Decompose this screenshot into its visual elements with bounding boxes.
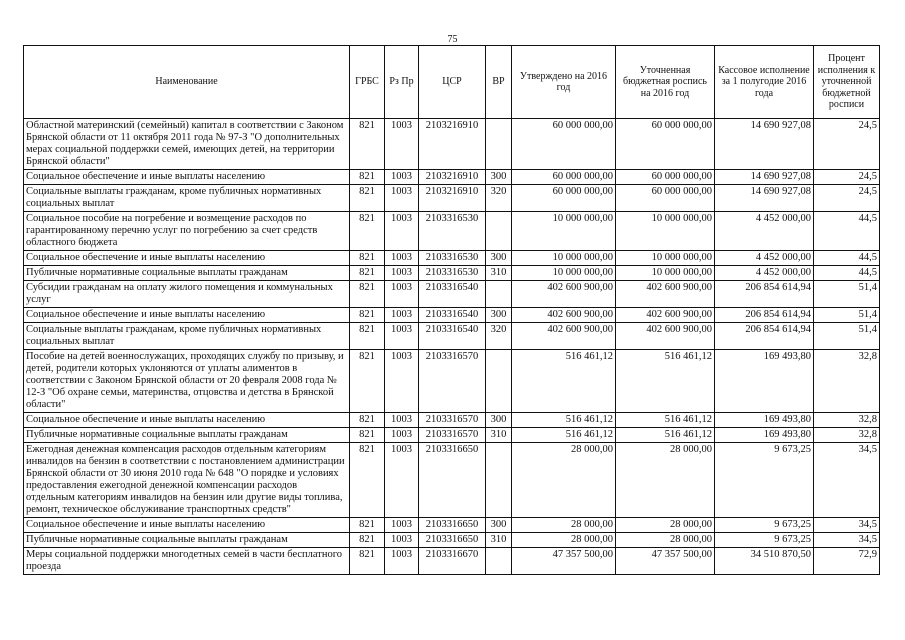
row-grbs-cell: 821 <box>350 308 385 323</box>
row-percent-cell: 72,9 <box>814 548 880 575</box>
row-percent-cell: 44,5 <box>814 251 880 266</box>
row-rzpr-cell: 1003 <box>385 428 419 443</box>
row-refined-cell: 47 357 500,00 <box>616 548 715 575</box>
row-csr-cell: 2103316650 <box>419 518 486 533</box>
row-refined-cell: 60 000 000,00 <box>616 185 715 212</box>
row-cash-cell: 4 452 000,00 <box>715 212 814 251</box>
row-approved-cell: 10 000 000,00 <box>512 266 616 281</box>
row-vr-cell <box>486 212 512 251</box>
row-cash-cell: 14 690 927,08 <box>715 185 814 212</box>
row-percent-cell: 32,8 <box>814 413 880 428</box>
row-percent-cell: 34,5 <box>814 533 880 548</box>
row-vr-cell: 300 <box>486 251 512 266</box>
row-refined-cell: 60 000 000,00 <box>616 170 715 185</box>
row-percent-cell: 34,5 <box>814 518 880 533</box>
row-rzpr-cell: 1003 <box>385 443 419 518</box>
col-header-approved: Утверждено на 2016 год <box>512 46 616 119</box>
row-csr-cell: 2103316540 <box>419 323 486 350</box>
row-vr-cell <box>486 119 512 170</box>
row-approved-cell: 402 600 900,00 <box>512 281 616 308</box>
row-approved-cell: 516 461,12 <box>512 413 616 428</box>
row-cash-cell: 4 452 000,00 <box>715 266 814 281</box>
row-grbs-cell: 821 <box>350 428 385 443</box>
row-vr-cell <box>486 350 512 413</box>
row-rzpr-cell: 1003 <box>385 251 419 266</box>
row-csr-cell: 2103316670 <box>419 548 486 575</box>
row-csr-cell: 2103316530 <box>419 251 486 266</box>
row-rzpr-cell: 1003 <box>385 548 419 575</box>
row-grbs-cell: 821 <box>350 443 385 518</box>
col-header-rzpr: Рз Пр <box>385 46 419 119</box>
row-cash-cell: 14 690 927,08 <box>715 119 814 170</box>
row-refined-cell: 402 600 900,00 <box>616 323 715 350</box>
row-cash-cell: 206 854 614,94 <box>715 308 814 323</box>
table-row <box>24 266 880 281</box>
row-approved-cell: 10 000 000,00 <box>512 251 616 266</box>
row-percent-cell: 44,5 <box>814 266 880 281</box>
row-refined-cell: 10 000 000,00 <box>616 251 715 266</box>
row-approved-cell: 60 000 000,00 <box>512 119 616 170</box>
row-cash-cell: 9 673,25 <box>715 443 814 518</box>
row-approved-cell: 402 600 900,00 <box>512 308 616 323</box>
table-header-row <box>24 46 880 119</box>
table-row <box>24 212 880 251</box>
row-rzpr-cell: 1003 <box>385 323 419 350</box>
row-csr-cell: 2103216910 <box>419 119 486 170</box>
row-grbs-cell: 821 <box>350 281 385 308</box>
row-csr-cell: 2103316650 <box>419 443 486 518</box>
row-refined-cell: 28 000,00 <box>616 443 715 518</box>
row-csr-cell: 2103316570 <box>419 413 486 428</box>
col-header-grbs: ГРБС <box>350 46 385 119</box>
row-rzpr-cell: 1003 <box>385 119 419 170</box>
row-percent-cell: 32,8 <box>814 428 880 443</box>
row-refined-cell: 28 000,00 <box>616 533 715 548</box>
row-name-cell: Публичные нормативные социальные выплаты гражданам <box>24 533 350 548</box>
col-header-name: Наименование <box>24 46 350 119</box>
row-name-cell: Социальное обеспечение и иные выплаты населению <box>24 170 350 185</box>
row-name-cell: Пособие на детей военнослужащих, проходящих службу по призыву, и детей, родители которых уклоняются от уплаты алиментов в соответствии с Законом Брянской области от 20 февраля 2008 года № 12-З "Об охране семьи, материнства, отцовства и детства в Брянской области" <box>24 350 350 413</box>
table-row <box>24 413 880 428</box>
row-approved-cell: 516 461,12 <box>512 350 616 413</box>
row-csr-cell: 2103316570 <box>419 350 486 413</box>
table-row <box>24 308 880 323</box>
row-csr-cell: 2103216910 <box>419 185 486 212</box>
col-header-vr: ВР <box>486 46 512 119</box>
col-header-percent: Процент исполнения к уточненной бюджетной росписи <box>814 46 880 119</box>
row-percent-cell: 24,5 <box>814 185 880 212</box>
row-refined-cell: 516 461,12 <box>616 350 715 413</box>
row-cash-cell: 206 854 614,94 <box>715 323 814 350</box>
row-rzpr-cell: 1003 <box>385 308 419 323</box>
row-percent-cell: 51,4 <box>814 281 880 308</box>
row-vr-cell: 310 <box>486 428 512 443</box>
row-cash-cell: 169 493,80 <box>715 413 814 428</box>
row-vr-cell: 300 <box>486 518 512 533</box>
row-rzpr-cell: 1003 <box>385 518 419 533</box>
row-grbs-cell: 821 <box>350 170 385 185</box>
row-refined-cell: 60 000 000,00 <box>616 119 715 170</box>
row-rzpr-cell: 1003 <box>385 185 419 212</box>
row-cash-cell: 169 493,80 <box>715 428 814 443</box>
row-csr-cell: 2103316530 <box>419 266 486 281</box>
col-header-csr: ЦСР <box>419 46 486 119</box>
row-name-cell: Социальное пособие на погребение и возмещение расходов по гарантированному перечню услуг по погребению за счет средств областного бюджета <box>24 212 350 251</box>
row-grbs-cell: 821 <box>350 185 385 212</box>
row-cash-cell: 4 452 000,00 <box>715 251 814 266</box>
row-name-cell: Ежегодная денежная компенсация расходов отдельным категориям инвалидов на бензин в соответствии с постановлением администрации Брянской области от 30 июня 2010 года № 648 "О порядке и условиях предоставления ежегодной денежной компенсации расходов отдельным категориям инвалидов на бензин или другие виды топлива, ремонт, техническое обслуживание транспортных средств" <box>24 443 350 518</box>
row-vr-cell: 310 <box>486 533 512 548</box>
table-row <box>24 443 880 518</box>
row-cash-cell: 9 673,25 <box>715 533 814 548</box>
row-percent-cell: 32,8 <box>814 350 880 413</box>
row-approved-cell: 60 000 000,00 <box>512 170 616 185</box>
row-refined-cell: 402 600 900,00 <box>616 308 715 323</box>
row-csr-cell: 2103216910 <box>419 170 486 185</box>
table-row <box>24 518 880 533</box>
row-rzpr-cell: 1003 <box>385 533 419 548</box>
row-name-cell: Социальное обеспечение и иные выплаты населению <box>24 251 350 266</box>
table-row <box>24 281 880 308</box>
table-row <box>24 119 880 170</box>
table-body <box>24 119 880 575</box>
row-name-cell: Социальное обеспечение и иные выплаты населению <box>24 413 350 428</box>
row-refined-cell: 10 000 000,00 <box>616 266 715 281</box>
row-cash-cell: 206 854 614,94 <box>715 281 814 308</box>
table-row <box>24 533 880 548</box>
row-vr-cell <box>486 548 512 575</box>
row-csr-cell: 2103316650 <box>419 533 486 548</box>
row-name-cell: Социальное обеспечение и иные выплаты населению <box>24 518 350 533</box>
row-name-cell: Областной материнский (семейный) капитал в соответствии с Законом Брянской области от 11 октября 2011 года № 97-З "О дополнительных мерах социальной поддержки семей, имеющих детей, на территории Брянской области" <box>24 119 350 170</box>
row-cash-cell: 169 493,80 <box>715 350 814 413</box>
row-percent-cell: 51,4 <box>814 308 880 323</box>
row-rzpr-cell: 1003 <box>385 281 419 308</box>
row-percent-cell: 24,5 <box>814 119 880 170</box>
row-grbs-cell: 821 <box>350 533 385 548</box>
row-grbs-cell: 821 <box>350 251 385 266</box>
row-percent-cell: 44,5 <box>814 212 880 251</box>
row-refined-cell: 516 461,12 <box>616 428 715 443</box>
row-grbs-cell: 821 <box>350 266 385 281</box>
row-rzpr-cell: 1003 <box>385 266 419 281</box>
row-name-cell: Публичные нормативные социальные выплаты гражданам <box>24 266 350 281</box>
row-grbs-cell: 821 <box>350 350 385 413</box>
row-approved-cell: 47 357 500,00 <box>512 548 616 575</box>
row-percent-cell: 34,5 <box>814 443 880 518</box>
row-grbs-cell: 821 <box>350 413 385 428</box>
row-percent-cell: 24,5 <box>814 170 880 185</box>
table-row <box>24 548 880 575</box>
row-vr-cell: 300 <box>486 308 512 323</box>
row-rzpr-cell: 1003 <box>385 350 419 413</box>
row-cash-cell: 9 673,25 <box>715 518 814 533</box>
row-vr-cell: 320 <box>486 323 512 350</box>
row-csr-cell: 2103316530 <box>419 212 486 251</box>
row-approved-cell: 28 000,00 <box>512 533 616 548</box>
row-name-cell: Социальное обеспечение и иные выплаты населению <box>24 308 350 323</box>
table-row <box>24 185 880 212</box>
row-vr-cell <box>486 443 512 518</box>
table-row <box>24 323 880 350</box>
row-rzpr-cell: 1003 <box>385 212 419 251</box>
row-refined-cell: 10 000 000,00 <box>616 212 715 251</box>
row-grbs-cell: 821 <box>350 212 385 251</box>
row-cash-cell: 14 690 927,08 <box>715 170 814 185</box>
row-approved-cell: 402 600 900,00 <box>512 323 616 350</box>
row-vr-cell <box>486 281 512 308</box>
budget-table <box>23 45 880 575</box>
row-name-cell: Публичные нормативные социальные выплаты гражданам <box>24 428 350 443</box>
row-name-cell: Субсидии гражданам на оплату жилого помещения и коммунальных услуг <box>24 281 350 308</box>
row-name-cell: Социальные выплаты гражданам, кроме публичных нормативных социальных выплат <box>24 323 350 350</box>
row-rzpr-cell: 1003 <box>385 413 419 428</box>
col-header-cash: Кассовое исполнение за 1 полугодие 2016 года <box>715 46 814 119</box>
col-header-refined: Уточненная бюджетная роспись на 2016 год <box>616 46 715 119</box>
row-refined-cell: 402 600 900,00 <box>616 281 715 308</box>
row-approved-cell: 28 000,00 <box>512 443 616 518</box>
row-approved-cell: 60 000 000,00 <box>512 185 616 212</box>
row-csr-cell: 2103316570 <box>419 428 486 443</box>
row-vr-cell: 310 <box>486 266 512 281</box>
row-grbs-cell: 821 <box>350 548 385 575</box>
row-vr-cell: 320 <box>486 185 512 212</box>
row-csr-cell: 2103316540 <box>419 308 486 323</box>
table-row <box>24 428 880 443</box>
page-number: 75 <box>447 34 458 45</box>
row-grbs-cell: 821 <box>350 119 385 170</box>
row-rzpr-cell: 1003 <box>385 170 419 185</box>
row-name-cell: Социальные выплаты гражданам, кроме публичных нормативных социальных выплат <box>24 185 350 212</box>
row-vr-cell: 300 <box>486 413 512 428</box>
row-approved-cell: 516 461,12 <box>512 428 616 443</box>
table-row <box>24 170 880 185</box>
row-refined-cell: 516 461,12 <box>616 413 715 428</box>
row-approved-cell: 28 000,00 <box>512 518 616 533</box>
row-cash-cell: 34 510 870,50 <box>715 548 814 575</box>
table-row <box>24 251 880 266</box>
row-csr-cell: 2103316540 <box>419 281 486 308</box>
row-name-cell: Меры социальной поддержки многодетных семей в части бесплатного проезда <box>24 548 350 575</box>
row-refined-cell: 28 000,00 <box>616 518 715 533</box>
row-approved-cell: 10 000 000,00 <box>512 212 616 251</box>
row-vr-cell: 300 <box>486 170 512 185</box>
row-grbs-cell: 821 <box>350 518 385 533</box>
row-grbs-cell: 821 <box>350 323 385 350</box>
table-row <box>24 350 880 413</box>
row-percent-cell: 51,4 <box>814 323 880 350</box>
